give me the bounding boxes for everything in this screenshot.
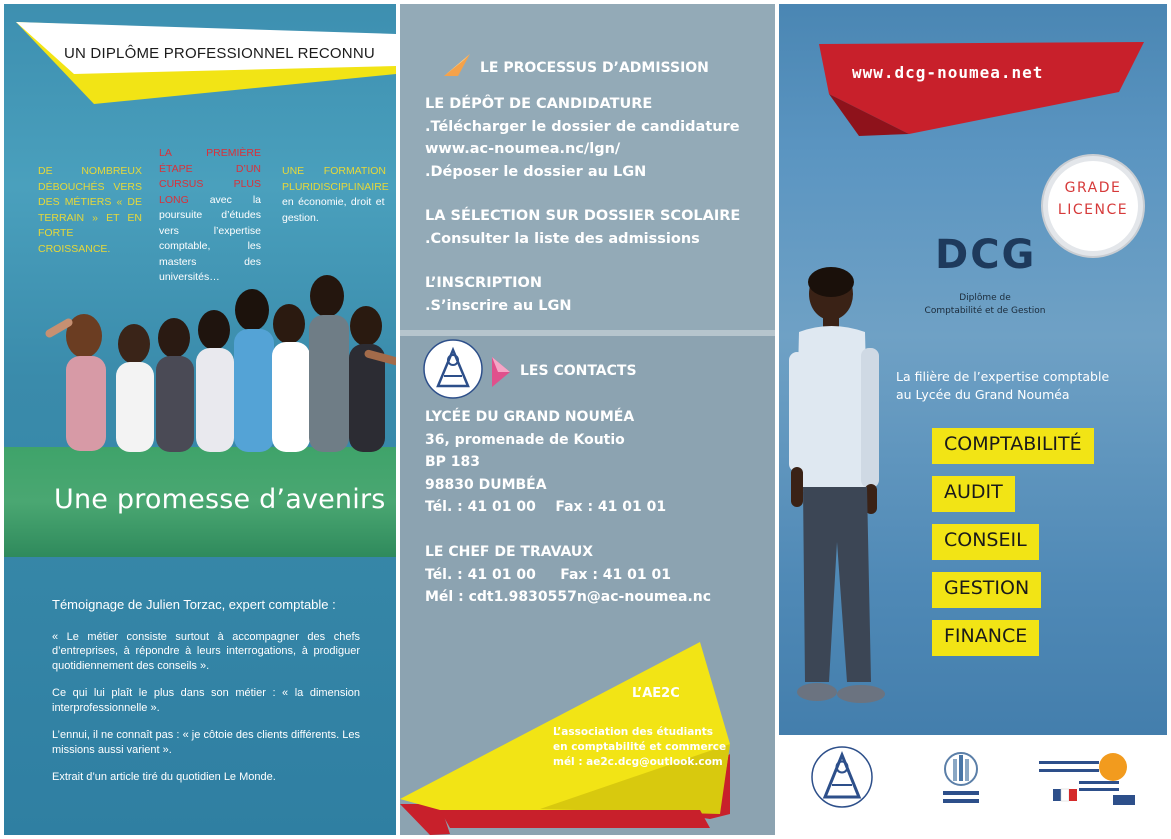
box-audit: AUDIT [932,476,1015,512]
cursus-rest: avec la poursuite d’études vers l’expertise comptable, les masters des universités… [159,193,261,283]
admission-title: LE PROCESSUS D’ADMISSION [480,60,709,76]
formation-rest: en économie, droit et gestion. [282,196,385,224]
depot-title: LE DÉPÔT DE CANDIDATURE [425,96,653,112]
ae2c-title: L’AE2C [632,686,680,701]
filiere-line: La filière de l’expertise comptable [896,369,1110,384]
inscription-title: L’INSCRIPTION [425,275,542,291]
selection-section [425,205,740,250]
grade-licence-badge [1043,156,1143,256]
depot-url-link[interactable]: www.ac-noumea.nc/lgn/ [425,141,621,157]
chef-contact [425,541,711,609]
students-illustration [44,266,396,466]
left-panel [4,4,396,835]
right-panel [779,4,1167,835]
website-url-link[interactable]: www.dcg-noumea.net [852,63,1044,82]
box-gestion: GESTION [932,572,1041,608]
ae2c-mail-link[interactable]: mél : ae2c.dcg@outlook.com [553,756,723,768]
testimony-source: Extrait d’un article tiré du quotidien Le Monde. [52,771,276,783]
chef-fax: Fax : 41 01 01 [560,566,671,583]
orange-arrow-icon [444,54,470,76]
lycee-address: 36, promenade de Koutio [425,431,625,448]
selection-title: LA SÉLECTION SUR DOSSIER SCOLAIRE [425,208,741,224]
licence-line: LICENCE [1057,202,1129,218]
depot-line: .Déposer le dossier au LGN [425,163,647,180]
depot-section [425,93,740,183]
student-photo [789,262,929,722]
selection-line: .Consulter la liste des admissions [425,230,700,247]
tagline: Une promesse d’avenirs [54,484,386,515]
testimony-paragraph: L’ennui, il ne connaît pas : « je côtoie des clients différents. Les missions aussi varient ». [52,729,360,756]
logos-strip [779,735,1167,835]
lycee-city: 98830 DUMBÉA [425,476,547,493]
vice-rectorat-logo-icon [1029,745,1139,811]
inscription-section [425,272,572,317]
dcg-sub-line: Diplôme de [959,293,1011,303]
cursus-highlight: LA PREMIÈRE ÉTAPE D’UN CURSUS PLUS LONG [159,147,261,206]
testimony-paragraph: Ce qui lui plaît le plus dans son métier : « la dimension interprofessionnelle ». [52,687,360,714]
nouvelle-caledonie-logo-icon [939,747,983,811]
box-comptabilite: COMPTABILITÉ [932,428,1094,464]
debouches-text: DE NOMBREUX DÉBOUCHÉS VERS DES MÉTIERS « DE TERRAIN » ET EN FORTE CROISSANCE. [38,165,142,255]
ae2c-line: en comptabilité et commerce [553,741,727,753]
lycee-contact [425,406,666,519]
formation-highlight: UNE FORMATION PLURIDISCIPLINAIRE [282,165,389,193]
dcg-sub-line: Comptabilité et de Gestion [924,306,1046,316]
lycee-phone: Tél. : 41 01 00 [425,499,536,515]
box-finance: FINANCE [932,620,1039,656]
banner-title: UN DIPLÔME PROFESSIONNEL RECONNU [64,45,375,62]
depot-line: .Télécharger le dossier de candidature [425,118,740,135]
ae2c-line: L’association des étudiants [553,726,714,738]
testimony-paragraph: « Le métier consiste surtout à accompagner des chefs d’entreprises, à répondre à leurs interrogations, à prodiguer quotidiennement des conseils ». [52,630,360,672]
testimony [52,598,360,798]
section-divider [400,330,775,336]
lycee-fax: Fax : 41 01 01 [555,499,667,515]
testimony-title: Témoignage de Julien Torzac, expert comptable : [52,597,336,612]
filiere-line: au Lycée du Grand Nouméa [896,387,1070,402]
chef-phone: Tél. : 41 01 00 [425,566,536,583]
lycee-logo-icon [809,743,875,815]
chef-mail-link[interactable]: Mél : cdt1.9830557n@ac-noumea.nc [425,589,712,605]
formation-text [282,164,389,226]
chef-title: LE CHEF DE TRAVAUX [425,544,594,560]
students-group-photo [44,266,396,466]
ae2c-text [553,725,726,770]
dcg-subtitle [915,292,1055,318]
lycee-name: LYCÉE DU GRAND NOUMÉA [425,409,635,425]
middle-panel [400,4,775,835]
cursus-text [159,146,261,286]
contacts-title: LES CONTACTS [520,363,637,379]
box-conseil: CONSEIL [932,524,1039,560]
lycee-logo-icon [422,338,484,400]
filiere-text [896,368,1109,404]
lycee-bp: BP 183 [425,454,481,470]
grade-line: GRADE [1064,180,1122,196]
inscription-line: .S’inscrire au LGN [425,297,572,314]
dcg-logo: DCG [935,232,1037,278]
pink-arrow-icon [492,357,510,387]
